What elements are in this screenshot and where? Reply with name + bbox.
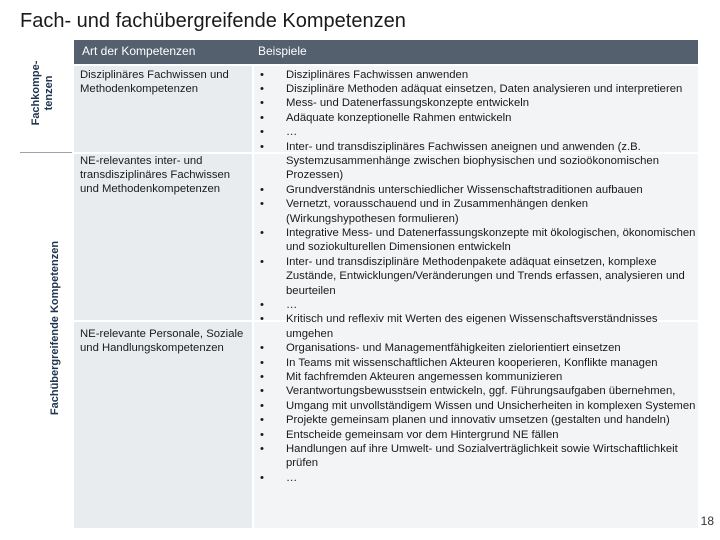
- bullet-icon: •: [260, 399, 264, 412]
- bullet-icon: •: [260, 356, 264, 369]
- list-item: [260, 442, 700, 471]
- list-item: [260, 370, 700, 384]
- list-item-text: Adäquate konzeptionelle Rahmen entwickeln: [286, 111, 512, 124]
- list-item-text: Verantwortungsbewusstsein entwickeln, ggf. Führungsaufgaben übernehmen,: [286, 385, 676, 398]
- group-label-fachkompetenzen: Fachkompe- tenzen: [30, 60, 55, 126]
- header-art-der-kompetenzen: Art der Kompetenzen: [82, 44, 196, 58]
- list-item-text: Organisations- und Managementfähigkeiten zielorientiert einsetzen: [286, 342, 621, 355]
- list-item-text: Integrative Mess- und Datenerfassungskonzepte mit ökologischen, ökonomischen und soziokulturellen Dimensionen entwickeln: [286, 226, 696, 254]
- beispiele-list: [260, 68, 700, 486]
- page-number: 18: [700, 514, 714, 528]
- header-beispiele: Beispiele: [258, 44, 307, 58]
- list-item-text: Projekte gemeinsam planen und innovativ umsetzen (gestalten und handeln): [286, 414, 670, 427]
- list-item: [260, 399, 700, 413]
- bullet-icon: •: [260, 226, 264, 239]
- list-item: [260, 82, 700, 96]
- list-item-text: Grundverständnis unterschiedlicher Wissenschaftstraditionen aufbauen: [286, 183, 643, 196]
- bullet-icon: •: [260, 183, 264, 196]
- list-item: [260, 125, 700, 139]
- bullet-icon: •: [260, 111, 264, 124]
- list-item: [260, 140, 700, 183]
- list-item: [260, 298, 700, 312]
- kompetenz-column: [74, 66, 252, 528]
- list-item-text: …: [286, 126, 298, 139]
- list-item: [260, 111, 700, 125]
- list-item-text: Umgang mit unvollständigem Wissen und Unsicherheiten in komplexen Systemen: [286, 399, 696, 412]
- list-item-text: Mit fachfremden Akteuren angemessen kommunizieren: [286, 371, 563, 384]
- list-item: [260, 197, 700, 226]
- list-item-text: Vernetzt, vorausschauend und in Zusammenhängen denken (Wirkungshypothesen formulieren): [286, 198, 589, 225]
- bullet-icon: •: [260, 299, 264, 311]
- list-item: [260, 413, 700, 427]
- row-label-personal-sozial: NE-relevante Personale, Soziale und Handlungskompetenzen: [80, 328, 244, 355]
- bullet-icon: •: [260, 471, 264, 484]
- bullet-icon: •: [260, 255, 264, 268]
- list-item: [260, 183, 700, 197]
- list-item: [260, 226, 700, 255]
- bullet-icon: •: [260, 342, 264, 355]
- list-item-text: In Teams mit wissenschaftlichen Akteuren kooperieren, Konflikte managen: [286, 356, 658, 369]
- bullet-icon: •: [260, 428, 264, 441]
- bullet-icon: •: [260, 385, 264, 398]
- list-item: [260, 68, 700, 82]
- list-item: [260, 341, 700, 355]
- list-item: [260, 312, 700, 341]
- bullet-icon: •: [260, 82, 264, 95]
- list-item: [260, 96, 700, 110]
- list-item-text: Entscheide gemeinsam vor dem Hintergrund NE fällen: [286, 428, 559, 441]
- bullet-icon: •: [260, 140, 264, 153]
- list-item-text: Disziplinäres Fachwissen anwenden: [286, 68, 469, 81]
- bullet-icon: •: [260, 313, 264, 326]
- bullet-icon: •: [260, 414, 264, 427]
- bullet-icon: •: [260, 371, 264, 384]
- list-item-text: Mess- und Datenerfassungskonzepte entwickeln: [286, 97, 530, 110]
- list-item: [260, 384, 700, 398]
- list-item-text: …: [286, 299, 298, 311]
- row-label-interdisziplinaer: NE-relevantes inter- und transdisziplinäres Fachwissen und Methodenkompetenzen: [80, 155, 231, 196]
- list-item-text: Kritisch und reflexiv mit Werten des eigenen Wissenschaftsverständnisses umgehen: [286, 313, 658, 340]
- list-item: [260, 255, 700, 298]
- list-item: [260, 428, 700, 442]
- list-item: [260, 356, 700, 370]
- list-item-text: …: [286, 471, 298, 484]
- list-item-text: Inter- und transdisziplinäre Methodenpakete adäquat einsetzen, komplexe Zustände, Entwicklungen/Veränderungen und Trends erfassen, analysieren und beurteilen: [286, 255, 685, 297]
- bullet-icon: •: [260, 97, 264, 110]
- group-label-fachuebergreifend: Fachübergreifende Kompetenzen: [49, 240, 61, 416]
- list-item-text: Disziplinäre Methoden adäquat einsetzen, Daten analysieren und interpretieren: [286, 82, 683, 95]
- bullet-icon: •: [260, 198, 264, 211]
- list-item-text: Handlungen auf ihre Umwelt- und Sozialverträglichkeit sowie Wirtschaftlichkeit prüfen: [286, 443, 678, 470]
- list-item-text: Inter- und transdisziplinäres Fachwissen aneignen und anwenden (z.B. Systemzusammenhänge zwischen biophysischen und sozioökonomischen Prozessen): [286, 140, 660, 182]
- group-divider: [20, 152, 72, 153]
- slide-title: Fach- und fachübergreifende Kompetenzen: [20, 10, 406, 32]
- list-item: [260, 471, 700, 485]
- row-label-disziplinaer: Disziplinäres Fachwissen und Methodenkompetenzen: [80, 69, 229, 96]
- bullet-icon: •: [260, 126, 264, 139]
- bullet-icon: •: [260, 443, 264, 456]
- bullet-icon: •: [260, 68, 264, 81]
